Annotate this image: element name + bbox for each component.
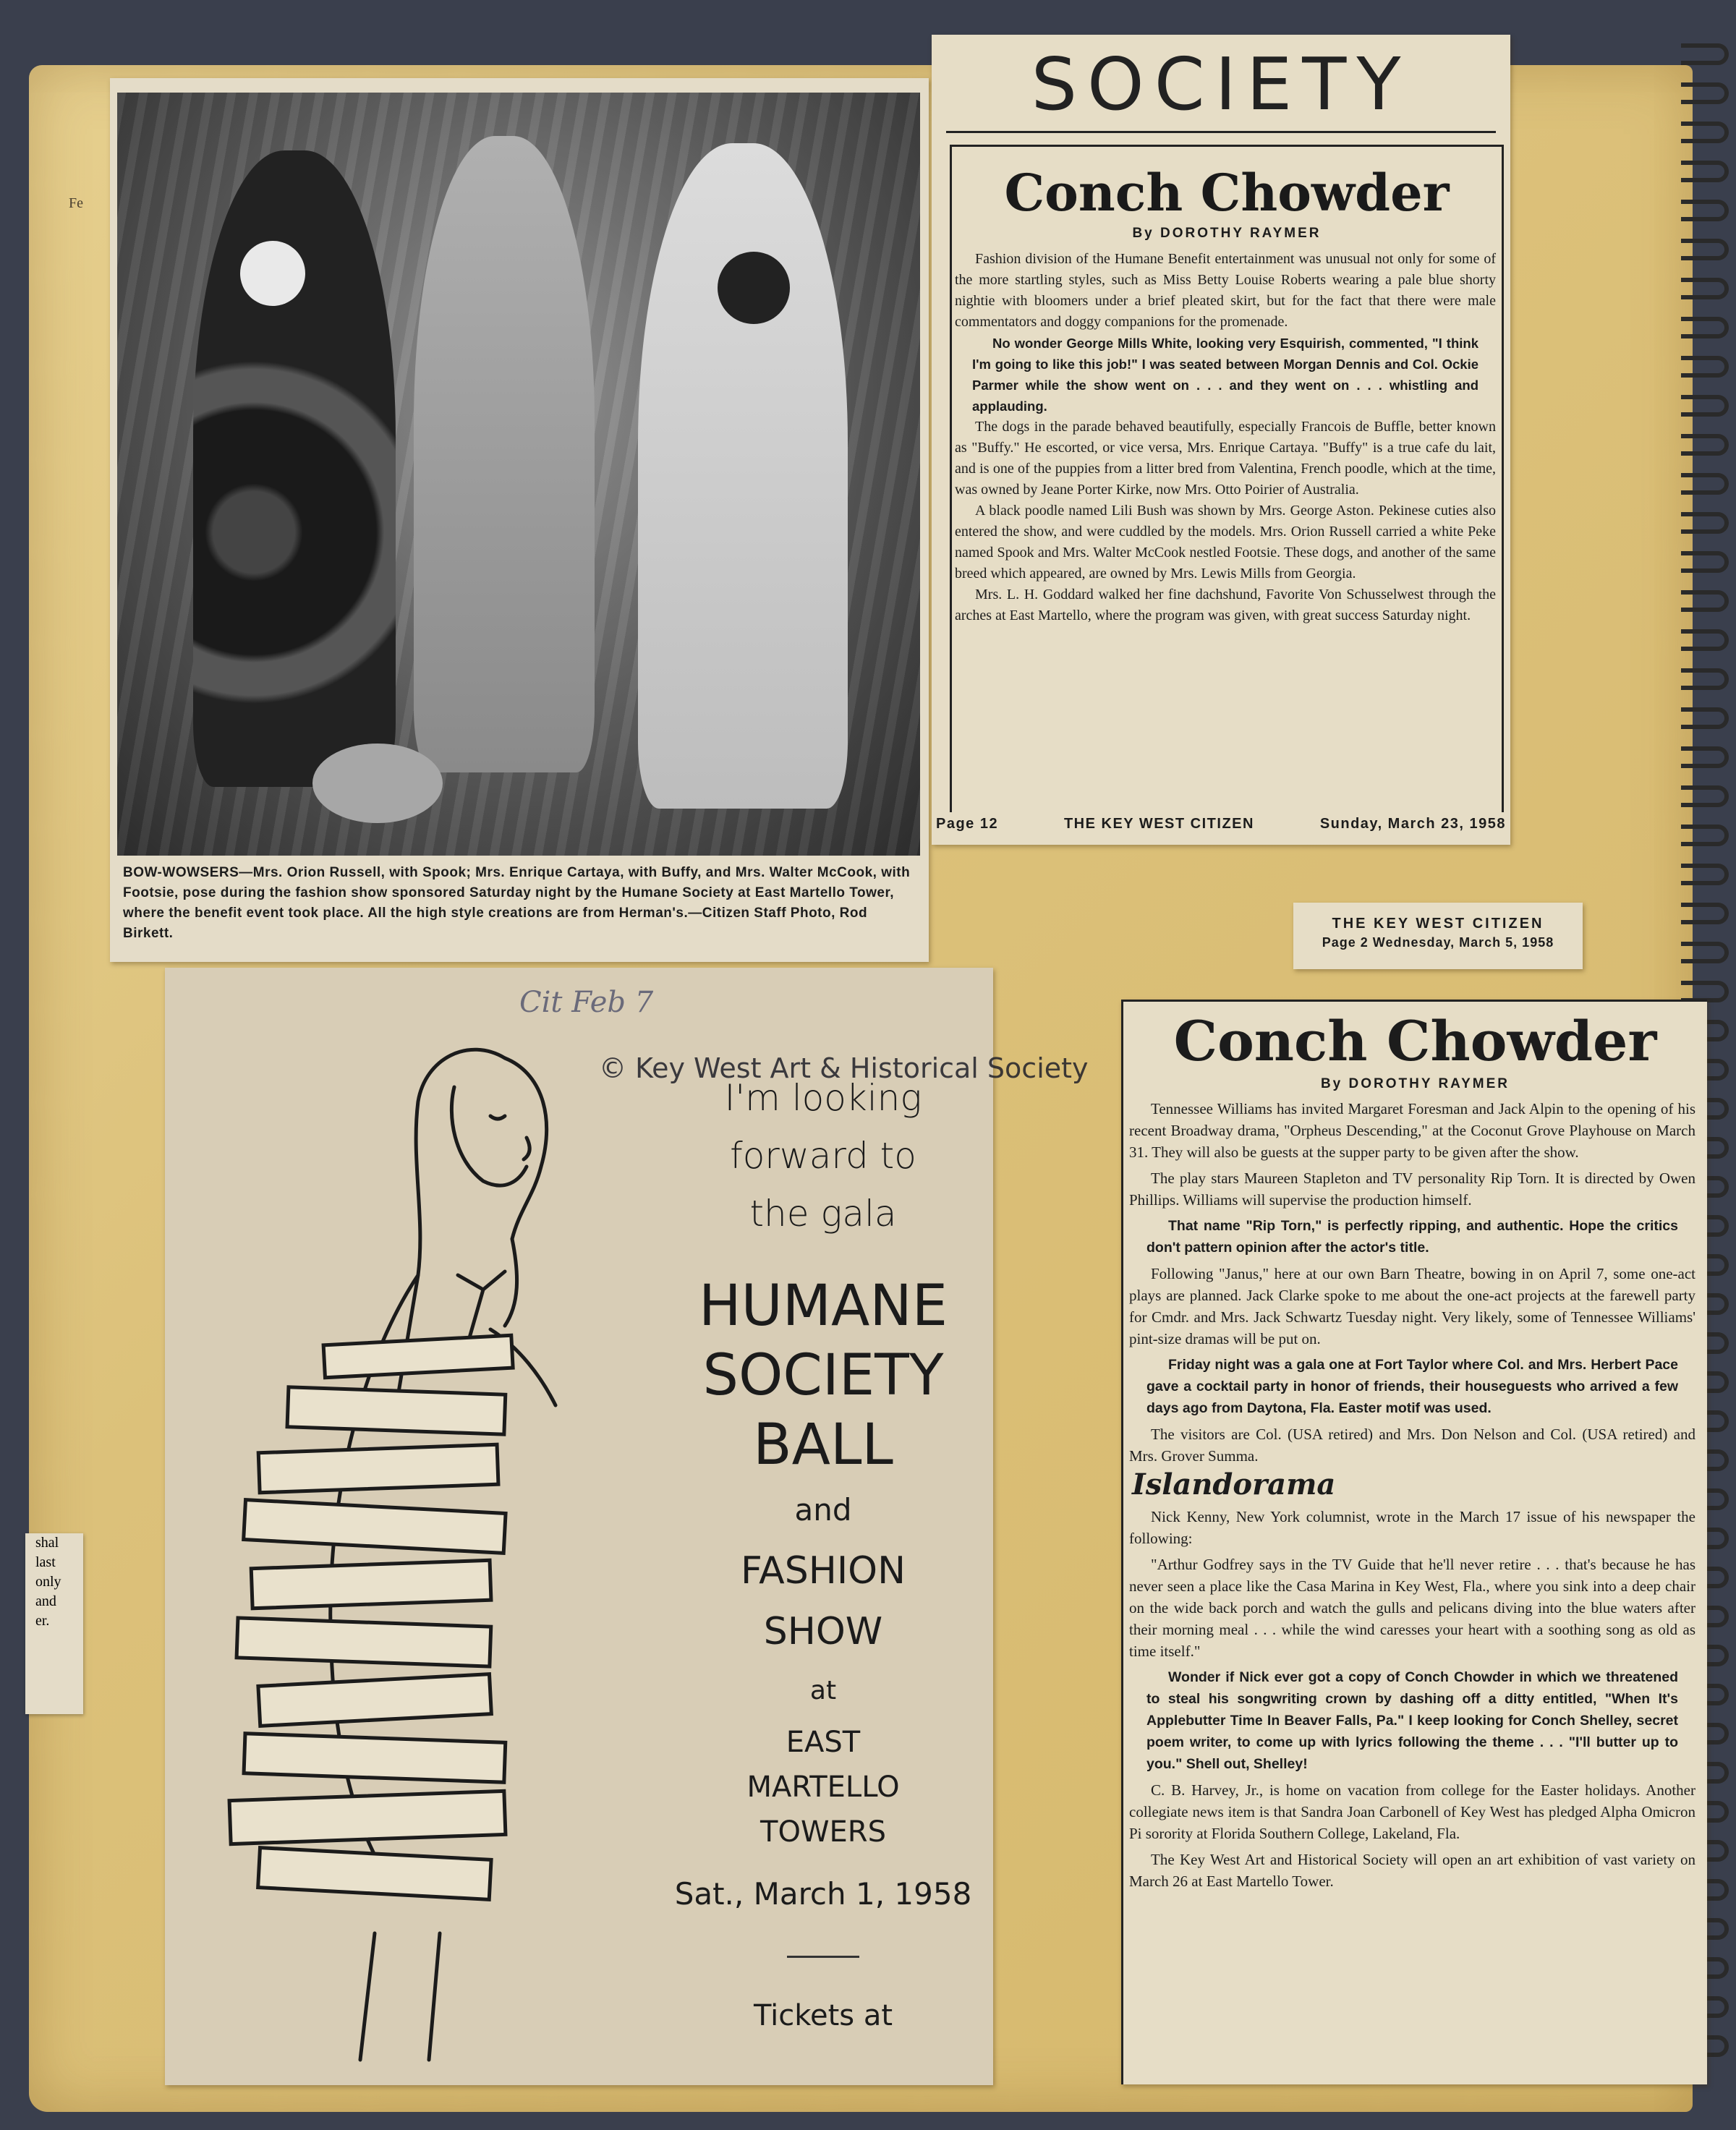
scrap-line: only	[35, 1574, 61, 1590]
spiral-ring	[1681, 43, 1729, 65]
paragraph: A black poodle named Lili Bush was shown by Mrs. George Aston. Pekinese cuties also entered the show, and were cuddled by the models. Mrs. Orion Russell carried a white Peke named Spook and Mrs. Walter McCook nestled Footsie. These dogs, and another of the same breed which appeared, are owned by Mrs. Lewis Mills from Georgia.	[955, 503, 1496, 582]
ad-intro-line-3: the gala	[749, 1193, 897, 1235]
dateline-paper: THE KEY WEST CITIZEN	[1332, 916, 1544, 932]
scrap-line: er.	[35, 1613, 50, 1629]
ad-at: at	[809, 1676, 837, 1705]
byline: By DOROTHY RAYMER	[1132, 226, 1322, 241]
page-footer	[932, 816, 1510, 832]
footer-paper: THE KEY WEST CITIZEN	[1063, 816, 1254, 832]
spiral-ring	[1681, 122, 1729, 143]
spiral-ring	[1681, 161, 1729, 182]
spiral-ring	[1681, 668, 1729, 690]
second-column-clipping	[1121, 1000, 1707, 2084]
second-column-part-b	[1129, 1506, 1695, 1892]
dateline-clipping	[1293, 903, 1583, 969]
spiral-ring	[1681, 746, 1729, 768]
photo-dog-black-peke	[718, 252, 790, 324]
fashion-show-photo	[117, 93, 920, 856]
photo-dog-white-peke	[240, 241, 305, 306]
second-column-byline: By DOROTHY RAYMER	[1320, 1076, 1510, 1091]
spiral-ring	[1681, 785, 1729, 807]
dateline-date: Page 2 Wednesday, March 5, 1958	[1322, 935, 1554, 950]
ball-advertisement	[165, 968, 993, 2085]
paragraph: The visitors are Col. (USA retired) and Mrs. Don Nelson and Col. (USA retired) and Mrs. Grover Summa.	[1129, 1426, 1695, 1465]
paragraph: The Key West Art and Historical Society will open an art exhibition of vast variety on March 26 at East Martello Tower.	[1129, 1851, 1695, 1890]
corner-note: Fe	[69, 195, 83, 211]
ad-venue-line-3: TOWERS	[760, 1815, 886, 1849]
second-column-body	[1129, 1098, 1695, 1892]
spiral-ring	[1681, 239, 1729, 260]
paragraph: The dogs in the parade behaved beautifully, especially Francois de Buffle, better known as "Buffy." He escorted, or vice versa, Mrs. Enrique Cartaya. "Buffy" is a true cafe du lait, and is one of the puppies from a litter bred from Valentina, French poodle, which at the time, was owned by Jeane Porter Kirke, now Mrs. Otto Poirier of Australia.	[955, 419, 1496, 498]
photo-figure-right	[638, 143, 848, 809]
society-column-clipping	[932, 35, 1510, 845]
photo-caption: BOW-WOWSERS—Mrs. Orion Russell, with Spook; Mrs. Enrique Cartaya, with Buffy, and Mrs. Walter McCook, with Footsie, pose during the fashion show sponsored Saturday night by the Humane Society at East Martello Tower, where the benefit event took place. All the high style creations are from Herman's.—Citizen Staff Photo, Rod Birkett.	[123, 865, 911, 941]
ad-event2-line-1: FASHION	[741, 1549, 906, 1593]
torn-edge-scrap	[25, 1533, 83, 1714]
ad-intro-line-2: forward to	[730, 1135, 916, 1177]
column-box	[950, 145, 1504, 812]
paragraph: Fashion division of the Humane Benefit entertainment was unusual not only for some of the more startling styles, such as Miss Betty Louise Roberts wearing a pale blue shorty nightie with bloomers under a brief pleated skirt, but for the fact that there were male commentators and doggy companions for the promenade.	[955, 251, 1496, 330]
footer-date: Sunday, March 23, 1958	[1319, 816, 1506, 832]
spiral-ring	[1681, 395, 1729, 417]
scrap-line: and	[35, 1593, 56, 1609]
spiral-ring	[1681, 356, 1729, 378]
ad-and: and	[794, 1492, 852, 1528]
spiral-ring	[1681, 551, 1729, 573]
second-column-part-a	[1129, 1098, 1695, 1467]
scrap-line: last	[35, 1554, 56, 1570]
paragraph: C. B. Harvey, Jr., is home on vacation from college for the Easter holidays. Another collegiate news item is that Sandra Joan Carbonell of Key West has pledged Alpha Omicron Pi sorority at Florida Southern College, Lakeland, Fla.	[1129, 1781, 1695, 1842]
ad-text-block	[671, 1069, 975, 2037]
spiral-ring	[1681, 512, 1729, 534]
paragraph: No wonder George Mills White, looking very Esquirish, commented, "I think I'm going to like this job!" I was seated between Morgan Dennis and Col. Ockie Parmer while the show went on . . . and they went on . . . whistling and applauding.	[972, 336, 1478, 414]
paragraph: Nick Kenny, New York columnist, wrote in the March 17 issue of his newspaper the following:	[1129, 1508, 1695, 1547]
society-heading: SOCIETY	[1031, 42, 1411, 127]
paragraph: "Arthur Godfrey says in the TV Guide that he'll never retire . . . that's because he has never seen a place like the Casa Marina in Key West, Fla., where you sink into a deep chair on the wide back porch and watch the gulls and pelicans diving into the blue waters after their morning meal . . . while the wind caresses your heart with a soothing song as old as time itself."	[1129, 1556, 1695, 1660]
paragraph: Mrs. L. H. Goddard walked her fine dachshund, Favorite Von Schusselwest through the arches at East Martello, where the program was given, with great success Saturday night.	[955, 587, 1496, 623]
heading-rule	[946, 131, 1496, 133]
paragraph: The play stars Maureen Stapleton and TV personality Rip Torn. It is directed by Owen Phillips. Williams will supervise the production himself.	[1129, 1170, 1695, 1209]
second-column-title: Conch Chowder	[1173, 1009, 1657, 1073]
photo-figure-middle	[414, 136, 595, 772]
column-body	[955, 249, 1496, 626]
islandorama-heading: Islandorama	[1132, 1467, 1336, 1501]
photo-figure-left	[193, 150, 396, 787]
spiral-ring	[1681, 825, 1729, 846]
handwritten-note: Cit Feb 7	[519, 986, 654, 1019]
spiral-ring	[1681, 82, 1729, 104]
ad-event-line-3: BALL	[753, 1413, 893, 1478]
footer-page: Page 12	[936, 816, 999, 832]
ad-intro-line-1: I'm looking	[724, 1077, 922, 1119]
second-column-box	[1121, 1000, 1707, 2084]
paragraph: That name "Rip Torn," is perfectly ripping, and authentic. Hope the critics don't pattern opinion after the actor's title.	[1146, 1218, 1678, 1256]
spiral-ring	[1681, 434, 1729, 456]
spiral-ring	[1681, 942, 1729, 963]
photo-dog-poodle	[312, 744, 443, 823]
paragraph: Wonder if Nick ever got a copy of Conch Chowder in which we threatened to steal his songwriting crown by dashing off a ditty entitled, "When It's Applebutter Time In Beaver Falls, Pa." I keep looking for Conch Shelley, secret poem writer, to come up with lyrics following the theme . . . "I'll butter up to you." Shell out, Shelley!	[1146, 1669, 1678, 1772]
copyright-watermark: © Key West Art & Historical Society	[599, 1052, 1089, 1084]
spiral-ring	[1681, 590, 1729, 612]
spiral-ring	[1681, 864, 1729, 885]
spiral-ring	[1681, 317, 1729, 338]
ad-date: Sat., March 1, 1958	[674, 1876, 972, 1912]
spiral-ring	[1681, 473, 1729, 495]
ad-venue-line-1: EAST	[786, 1726, 861, 1759]
scrap-line: shal	[35, 1535, 59, 1551]
ad-event-line-1: HUMANE	[698, 1274, 948, 1339]
paragraph: Following "Janus," here at our own Barn Theatre, bowing in on April 7, some one-act plays are planned. Jack Clarke spoke to me about the one-act projects at the farewell party for Cmdr. and Mrs. Jack Schwartz Tuesday night. Very likely, some of Tennessee Williams' pint-size dramas will be put on.	[1129, 1265, 1695, 1347]
paragraph: Friday night was a gala one at Fort Taylor where Col. and Mrs. Herbert Pace gave a cocktail party in honor of friends, their houseguests who arrived a few days ago from Daytona, Fla. Easter motif was used.	[1146, 1357, 1678, 1416]
column-title: Conch Chowder	[1004, 163, 1450, 223]
ad-tickets: Tickets at	[753, 1999, 893, 2032]
ad-event-line-2: SOCIETY	[702, 1343, 944, 1408]
spiral-ring	[1681, 707, 1729, 729]
woman-with-boxes-illustration	[179, 1000, 642, 2063]
photo-clipping	[110, 78, 929, 962]
spiral-ring	[1681, 903, 1729, 924]
ad-event2-line-2: SHOW	[763, 1610, 883, 1653]
spiral-ring	[1681, 200, 1729, 221]
ad-venue-line-2: MARTELLO	[746, 1771, 900, 1804]
ad-divider	[787, 1956, 859, 1958]
paragraph: Tennessee Williams has invited Margaret Foresman and Jack Alpin to the opening of his recent Broadway drama, "Orpheus Descending," at the Coconut Grove Playhouse on March 31. They will also be guests at the supper party to be given after the show.	[1129, 1100, 1695, 1161]
spiral-ring	[1681, 629, 1729, 651]
spiral-ring	[1681, 278, 1729, 299]
